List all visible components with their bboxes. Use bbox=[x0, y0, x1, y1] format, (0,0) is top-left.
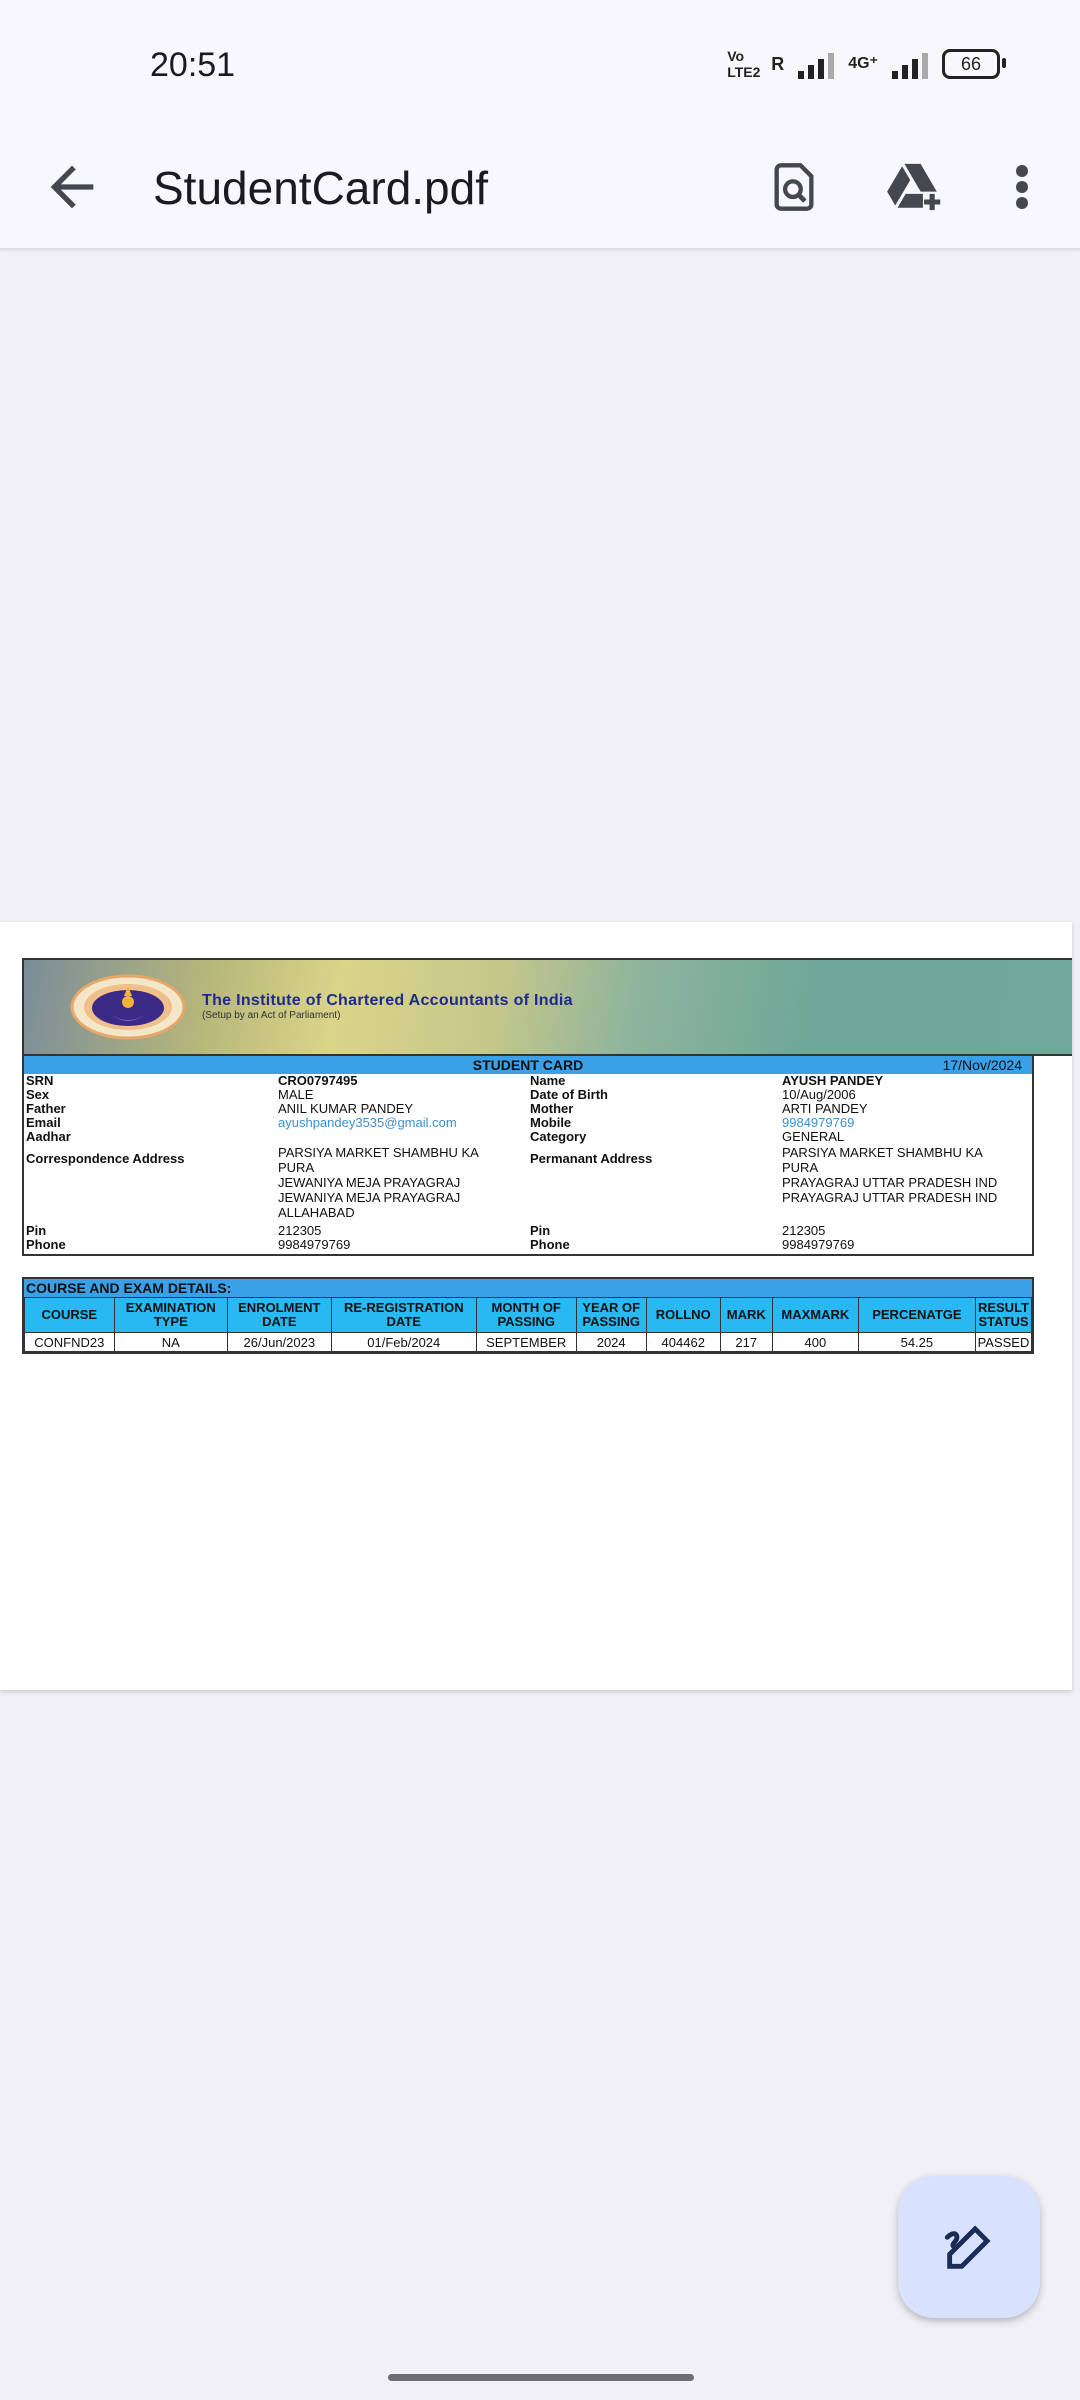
email-label: Email bbox=[26, 1115, 61, 1130]
icai-logo-icon bbox=[70, 974, 186, 1040]
name-value: AYUSH PANDEY bbox=[782, 1073, 884, 1088]
perm-line-3: PRAYAGRAJ UTTAR PRADESH IND bbox=[782, 1175, 998, 1190]
exam-table bbox=[24, 1297, 1032, 1352]
cell-enrolment-date: 26/Jun/2023 bbox=[228, 1333, 332, 1352]
cell-result-status: PASSED bbox=[975, 1333, 1031, 1352]
perm-line-2: PURA bbox=[782, 1160, 819, 1175]
cell-year-of-passing: 2024 bbox=[576, 1333, 646, 1352]
mobile-label: Mobile bbox=[530, 1115, 572, 1130]
network-type: 4G⁺ bbox=[848, 55, 878, 72]
drive-add-icon[interactable] bbox=[880, 151, 952, 223]
edit-pen-icon bbox=[940, 2218, 998, 2276]
corr-line-1: PARSIYA MARKET SHAMBHU KA bbox=[278, 1145, 479, 1160]
app-bar bbox=[0, 135, 1080, 249]
th-maxmark: MAXMARK bbox=[772, 1298, 858, 1333]
student-info bbox=[22, 1074, 1034, 1256]
permanent-address bbox=[782, 1146, 997, 1205]
corr-line-3: JEWANIYA MEJA PRAYAGRAJ bbox=[278, 1175, 461, 1190]
sex-value: MALE bbox=[278, 1087, 314, 1102]
cell-month-of-passing: SEPTEMBER bbox=[476, 1333, 576, 1352]
cell-maxmark: 400 bbox=[772, 1333, 858, 1352]
th-result-status: RESULT STATUS bbox=[975, 1298, 1031, 1333]
exam-details-title: COURSE AND EXAM DETAILS: bbox=[24, 1279, 1032, 1297]
status-time: 20:51 bbox=[150, 46, 236, 84]
corr-line-5: ALLAHABAD bbox=[278, 1205, 355, 1220]
sex-label: Sex bbox=[26, 1087, 50, 1102]
dob-value: 10/Aug/2006 bbox=[782, 1087, 856, 1102]
pin-label: Pin bbox=[26, 1223, 47, 1238]
exam-header-row bbox=[25, 1298, 1032, 1333]
corr-line-2: PURA bbox=[278, 1160, 315, 1175]
card-date: 17/Nov/2024 bbox=[942, 1057, 1022, 1073]
corr-line-4: JEWANIYA MEJA PRAYAGRAJ bbox=[278, 1190, 461, 1205]
aadhar-label: Aadhar bbox=[26, 1129, 71, 1144]
cell-mark: 217 bbox=[720, 1333, 772, 1352]
name-label: Name bbox=[530, 1073, 566, 1088]
mother-value: ARTI PANDEY bbox=[782, 1101, 868, 1116]
card-title-bar bbox=[22, 1056, 1034, 1074]
phone-value: 9984979769 bbox=[278, 1237, 351, 1252]
signal-2-icon bbox=[892, 49, 928, 79]
cell-exam-type: NA bbox=[114, 1333, 227, 1352]
th-rollno: ROLLNO bbox=[646, 1298, 720, 1333]
pdf-page[interactable] bbox=[0, 922, 1072, 1690]
category-value: GENERAL bbox=[782, 1129, 845, 1144]
srn-label: SRN bbox=[26, 1073, 54, 1088]
find-in-document-icon[interactable] bbox=[758, 151, 830, 223]
document-title: StudentCard.pdf bbox=[153, 162, 489, 214]
battery-level: 66 bbox=[960, 53, 982, 74]
volte-indicator: Vo LTE2 bbox=[727, 48, 761, 80]
th-year-of-passing: YEAR OF PASSING bbox=[576, 1298, 646, 1333]
th-reregistration-date: RE-REGISTRATION DATE bbox=[331, 1298, 476, 1333]
gesture-nav-handle[interactable] bbox=[388, 2374, 694, 2381]
th-month-of-passing: MONTH OF PASSING bbox=[476, 1298, 576, 1333]
cell-course: CONFND23 bbox=[25, 1333, 115, 1352]
institute-name: The Institute of Chartered Accountants of India bbox=[202, 992, 573, 1009]
pin-value: 212305 bbox=[278, 1223, 322, 1238]
pin2-value: 212305 bbox=[782, 1223, 826, 1238]
dob-label: Date of Birth bbox=[530, 1087, 608, 1102]
perm-line-1: PARSIYA MARKET SHAMBHU KA bbox=[782, 1145, 983, 1160]
th-course: COURSE bbox=[25, 1298, 115, 1333]
arrow-back-icon[interactable] bbox=[40, 155, 104, 219]
roaming-indicator: R bbox=[771, 54, 785, 74]
father-label: Father bbox=[26, 1101, 66, 1116]
mother-label: Mother bbox=[530, 1101, 574, 1116]
annotate-fab-button[interactable] bbox=[898, 2176, 1040, 2318]
card-title: STUDENT CARD bbox=[472, 1057, 584, 1073]
th-exam-type: EXAMINATION TYPE bbox=[114, 1298, 227, 1333]
more-vert-icon[interactable] bbox=[986, 151, 1058, 223]
srn-value: CRO0797495 bbox=[278, 1073, 358, 1088]
cell-rollno: 404462 bbox=[646, 1333, 720, 1352]
table-row bbox=[25, 1333, 1032, 1352]
th-percentage: PERCENATGE bbox=[858, 1298, 975, 1333]
mobile-link[interactable]: 9984979769 bbox=[782, 1115, 855, 1130]
status-icons bbox=[727, 48, 1000, 80]
phone2-label: Phone bbox=[530, 1237, 570, 1252]
phone-label: Phone bbox=[26, 1237, 66, 1252]
category-label: Category bbox=[530, 1129, 587, 1144]
pin2-label: Pin bbox=[530, 1223, 551, 1238]
battery-icon bbox=[942, 49, 1000, 79]
cell-percentage: 54.25 bbox=[858, 1333, 975, 1352]
correspondence-address bbox=[278, 1146, 479, 1220]
permanent-address-label: Permanant Address bbox=[530, 1151, 653, 1166]
cell-reregistration-date: 01/Feb/2024 bbox=[331, 1333, 476, 1352]
signal-1-icon bbox=[798, 49, 834, 79]
perm-line-4: PRAYAGRAJ UTTAR PRADESH IND bbox=[782, 1190, 998, 1205]
th-enrolment-date: ENROLMENT DATE bbox=[228, 1298, 332, 1333]
father-value: ANIL KUMAR PANDEY bbox=[278, 1101, 414, 1116]
email-link[interactable]: ayushpandey3535@gmail.com bbox=[278, 1115, 457, 1130]
exam-details bbox=[22, 1277, 1034, 1354]
phone2-value: 9984979769 bbox=[782, 1237, 855, 1252]
th-mark: MARK bbox=[720, 1298, 772, 1333]
correspondence-address-label: Correspondence Address bbox=[26, 1151, 185, 1166]
student-card bbox=[22, 958, 1034, 1256]
status-bar bbox=[0, 0, 1080, 135]
institute-subtitle: (Setup by an Act of Parliament) bbox=[202, 1010, 341, 1021]
institute-banner bbox=[22, 958, 1072, 1056]
